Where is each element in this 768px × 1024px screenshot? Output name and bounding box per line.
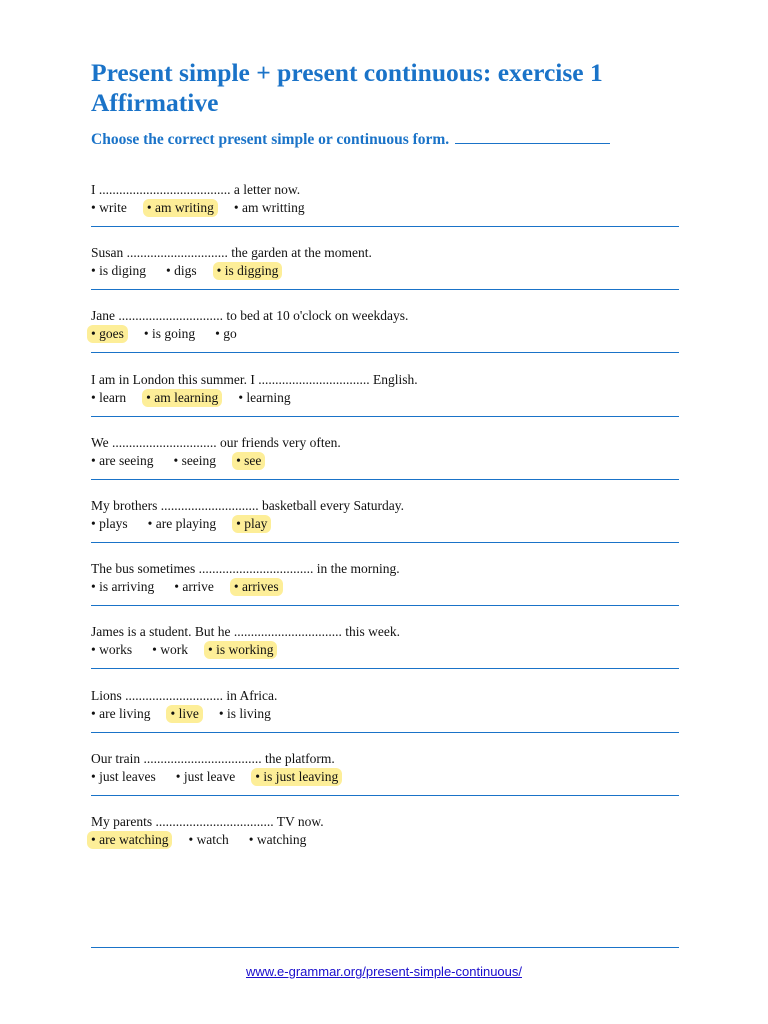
bullet-icon: • [233,200,239,215]
answer-option-label: just leave [183,768,236,784]
bullet-icon: • [91,579,96,595]
answer-option[interactable] [140,325,199,343]
question-prompt: The bus sometimes .................................. in the morning. [91,561,400,577]
answer-option-label: arrives [241,579,279,595]
answer-option-label: are living [99,705,151,721]
question-item [91,181,679,217]
bullet-icon: • [207,642,213,658]
question-divider [91,352,679,353]
answer-option-label: is arriving [99,579,155,595]
answer-options [91,705,679,723]
bullet-icon: • [236,452,241,468]
answer-option[interactable] [162,262,201,280]
bullet-icon: • [166,263,171,279]
bullet-icon: • [147,516,153,531]
answer-option-label: learn [99,389,127,405]
bullet-icon: • [146,389,151,405]
answer-option-label: is going [151,326,196,342]
answer-options [91,452,679,470]
answer-option-label: watching [256,832,307,847]
answer-options [91,325,679,343]
bullet-icon: • [91,326,96,342]
question-prompt: Jane ............................... to bed at 10 o'clock on weekdays. [91,308,409,324]
answer-option[interactable] [144,515,220,533]
bullet-icon: • [91,516,96,531]
answer-option-label: am learning [154,389,219,405]
page-title [91,58,711,118]
question-prompt: My brothers ............................. basketball every Saturday. [91,498,404,513]
bullet-icon: • [91,200,96,215]
bullet-icon: • [91,389,96,405]
bullet-icon: • [170,705,176,721]
answer-option-label: go [223,326,237,342]
answer-option-label: am writting [241,200,305,215]
question-divider [91,226,679,227]
answer-option-correct[interactable] [232,515,271,533]
question-item [91,244,679,280]
answer-option-label: goes [99,326,124,342]
bullet-icon: • [175,768,181,784]
question-prompt: I ....................................... a letter now. [91,182,301,197]
answer-option-correct[interactable] [87,831,172,849]
name-blank-line [455,129,610,144]
answer-option[interactable] [87,452,157,470]
question-item [91,623,679,659]
answer-option[interactable] [170,578,218,596]
question-prompt: My parents ................................... TV now. [91,814,324,829]
question-divider [91,289,679,290]
answer-option-correct[interactable] [143,199,218,217]
question-divider [91,542,679,543]
answer-options [91,515,679,533]
bullet-icon: • [143,326,149,342]
question-item [91,813,679,849]
answer-option-label: is working [216,642,274,658]
answer-option-correct[interactable] [142,389,222,407]
footer-link[interactable]: www.e-grammar.org/present-simple-continuous/ [246,964,522,979]
bullet-icon: • [91,452,96,468]
answer-options [91,578,679,596]
answer-option[interactable] [184,831,232,849]
answer-options [91,389,679,407]
bullet-icon: • [216,263,222,279]
bullet-icon: • [146,200,152,215]
bullet-icon: • [91,768,96,784]
answer-option-label: arrive [182,579,214,595]
answer-option-correct[interactable] [87,325,128,343]
bullet-icon: • [188,832,194,847]
answer-option-label: plays [99,516,128,531]
question-divider [91,732,679,733]
bullet-icon: • [248,832,254,847]
bullet-icon: • [91,642,96,658]
bullet-icon: • [91,263,96,279]
question-prompt: Our train ................................... the platform. [91,750,335,766]
title-line-2: Affirmative [91,88,219,117]
answer-options [91,199,679,217]
question-divider [91,795,679,796]
answer-option-label: write [99,200,127,215]
answer-option-label: just leaves [99,768,156,784]
title-line-1: Present simple + present continuous: exercise 1 [91,58,603,87]
answer-options [91,641,679,659]
answer-option-label: watch [196,832,229,847]
answer-option-label: play [244,516,268,531]
answer-option-label: digs [174,263,197,279]
bullet-icon: • [91,705,96,721]
answer-option[interactable] [169,452,220,470]
answer-option[interactable] [172,768,239,786]
question-item [91,307,679,343]
bullet-icon: • [215,326,220,342]
answer-option[interactable] [87,199,131,217]
answer-option-correct[interactable] [230,578,283,596]
bullet-icon: • [238,389,244,405]
answer-option-correct[interactable] [251,768,342,786]
answer-option-label: work [160,642,188,658]
answer-option-label: seeing [181,452,217,468]
answer-option[interactable] [230,199,309,217]
answer-option[interactable] [87,515,132,533]
answer-option-label: is digging [224,263,279,279]
answer-option-label: is just leaving [263,768,339,784]
bullet-icon: • [218,705,224,721]
question-divider [91,416,679,417]
question-divider [91,605,679,606]
answer-option-label: are playing [155,516,217,531]
instruction [91,129,711,150]
question-item [91,371,679,407]
answer-option[interactable] [87,262,150,280]
answer-option[interactable] [87,768,160,786]
question-divider [91,668,679,669]
answer-option-label: live [178,705,199,721]
answer-option[interactable] [87,389,130,407]
question-item [91,497,679,533]
question-prompt: We ............................... our friends very often. [91,434,341,450]
bullet-icon: • [173,452,179,468]
question-prompt: James is a student. But he ................................ this week. [91,624,400,640]
answer-option-correct[interactable] [166,705,202,723]
bullet-icon: • [255,768,260,784]
answer-option[interactable] [215,705,275,723]
question-item [91,434,679,470]
bullet-icon: • [152,642,157,658]
question-prompt: Susan .............................. the garden at the moment. [91,245,372,261]
answer-option-label: is diging [99,263,146,279]
bullet-icon: • [236,516,241,531]
answer-options [91,768,679,786]
question-prompt: I am in London this summer. I ................................. English. [91,371,418,387]
answer-option[interactable] [148,641,192,659]
question-item [91,687,679,723]
bullet-icon: • [174,579,179,595]
answer-option-label: are watching [99,832,169,847]
answer-option-correct[interactable] [204,641,277,659]
answer-option[interactable] [87,641,136,659]
answer-option-label: are seeing [99,452,154,468]
answer-option[interactable] [87,578,158,596]
answer-option-correct[interactable] [232,452,265,470]
answer-option[interactable] [87,705,154,723]
answer-option-label: see [244,452,262,468]
footer-divider [91,947,679,948]
question-item [91,560,679,596]
answer-options [91,262,679,280]
answer-option-label: works [99,642,133,658]
answer-option[interactable] [211,325,241,343]
answer-option-label: is living [226,705,271,721]
answer-option-label: am writing [154,200,214,215]
bullet-icon: • [91,832,96,847]
answer-option-correct[interactable] [213,262,283,280]
question-item [91,750,679,786]
instruction-text: Choose the correct present simple or continuous form. [91,131,450,148]
answer-options [91,831,679,849]
question-divider [91,479,679,480]
answer-option[interactable] [234,389,294,407]
answer-option[interactable] [245,831,311,849]
question-prompt: Lions ............................. in Africa. [91,687,278,703]
answer-option-label: learning [246,389,291,405]
bullet-icon: • [233,579,239,595]
